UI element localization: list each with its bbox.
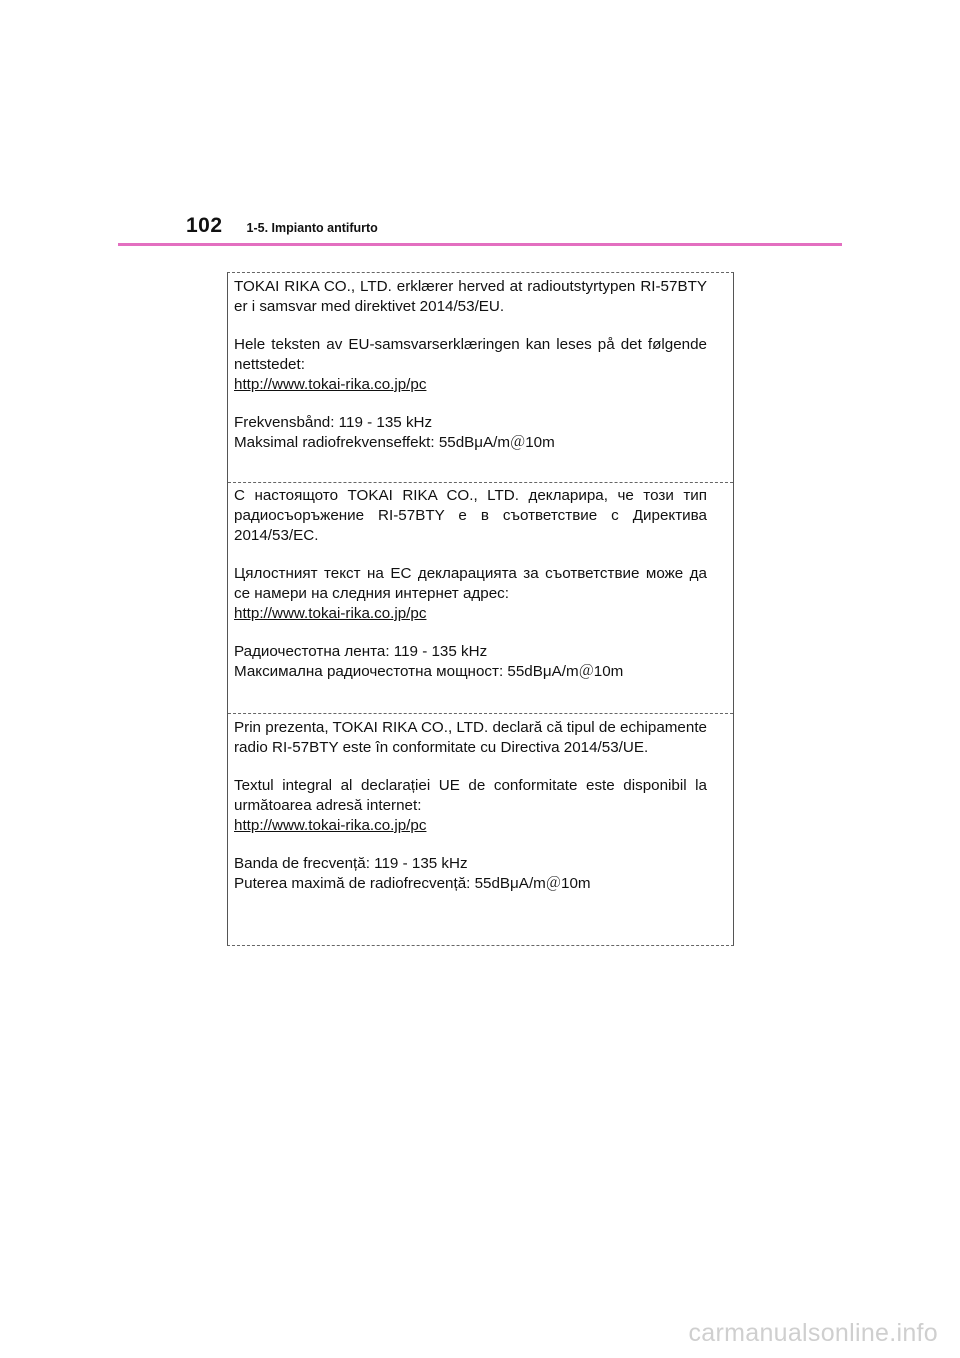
- max-power: Maksimal radiofrekvenseffekt: 55dBμA/m＠10m: [234, 434, 555, 451]
- declaration-block-bulgarian: [228, 486, 733, 682]
- page-header: [186, 214, 378, 238]
- fulltext-paragraph: [234, 776, 707, 836]
- declaration-text: С настоящото TOKAI RIKA CO., LTD. декларира, че този тип радиосъоръжение RI-57BTY е в съответствие с Директива 2014/53/ЕС.: [234, 487, 707, 544]
- max-power: Puterea maximă de radiofrecvență: 55dBμA/m＠10m: [234, 875, 591, 892]
- declaration-text: TOKAI RIKA CO., LTD. erklærer herved at radioutstyrtypen RI-57BTY er i samsvar med direktivet 2014/53/EU.: [234, 278, 707, 315]
- header-divider: [118, 243, 842, 246]
- declaration-text: Prin prezenta, TOKAI RIKA CO., LTD. declară că tipul de echipamente radio RI-57BTY este în conformitate cu Directiva 2014/53/UE.: [234, 719, 707, 756]
- frequency-band: Радиочестотна лента: 119 - 135 kHz: [234, 643, 488, 660]
- specs-paragraph: [234, 413, 707, 453]
- block-divider: [228, 482, 733, 483]
- fulltext-paragraph: [234, 335, 707, 395]
- declaration-url-link[interactable]: http://www.tokai-rika.co.jp/pc: [234, 817, 427, 834]
- specs-paragraph: [234, 642, 707, 682]
- specs-paragraph: [234, 854, 707, 894]
- block-divider: [228, 713, 733, 714]
- max-power: Максимална радиочестотна мощност: 55dBμA/m＠10m: [234, 663, 624, 680]
- section-title: 1-5. Impianto antifurto: [246, 221, 378, 235]
- declaration-url-link[interactable]: http://www.tokai-rika.co.jp/pc: [234, 376, 427, 393]
- page-number: 102: [186, 214, 223, 237]
- fulltext-intro: Hele teksten av EU-samsvarserklæringen kan leses på det følgende nettstedet:: [234, 336, 707, 373]
- fulltext-paragraph: [234, 564, 707, 624]
- declaration-block-romanian: [228, 718, 733, 894]
- watermark: carmanualsonline.info: [688, 1319, 938, 1347]
- declaration-box: [227, 272, 734, 946]
- frequency-band: Frekvensbånd: 119 - 135 kHz: [234, 414, 433, 431]
- fulltext-intro: Цялостният текст на ЕС декларацията за съответствие може да се намери на следния интернет адрес:: [234, 565, 707, 602]
- fulltext-intro: Textul integral al declarației UE de conformitate este disponibil la următoarea adresă internet:: [234, 777, 707, 814]
- frequency-band: Banda de frecvență: 119 - 135 kHz: [234, 855, 468, 872]
- declaration-url-link[interactable]: http://www.tokai-rika.co.jp/pc: [234, 605, 427, 622]
- declaration-block-norwegian: [228, 277, 733, 453]
